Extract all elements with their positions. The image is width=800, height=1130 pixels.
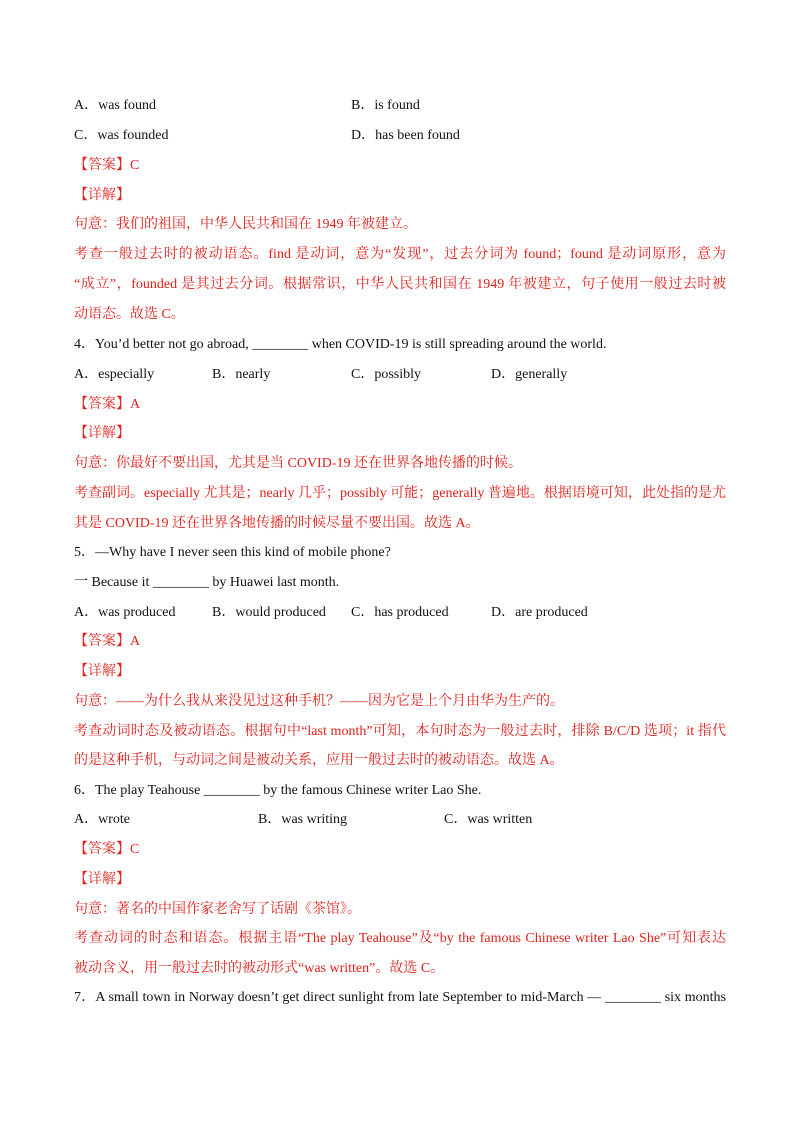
q4-option-a: A．especially — [74, 367, 155, 382]
q5-option-b: B．would produced — [212, 605, 326, 620]
q5-answer: 【答案】A — [74, 634, 141, 649]
q4-detail-label: 【详解】 — [74, 426, 130, 441]
q6-explain-line-1: 考查动词的时态和语态。根据主语“The play Teahouse”及“by the famous Chinese writer Lao She”可知表达 — [74, 931, 726, 946]
q6-meaning: 句意：著名的中国作家老舍写了话剧《茶馆》。 — [74, 902, 361, 917]
q5-option-a: A．was produced — [74, 605, 176, 620]
q3-detail-label: 【详解】 — [74, 188, 130, 203]
q4-explain-line-2: 其是 COVID-19 还在世界各地传播的时候尽量不要出国。故选 A。 — [74, 516, 480, 531]
q3-option-b: B．is found — [351, 98, 420, 113]
q5-stem: 5．—Why have I never seen this kind of mobile phone? — [74, 545, 391, 560]
q3-meaning: 句意：我们的祖国，中华人民共和国在 1949 年被建立。 — [74, 217, 417, 232]
q6-explain-line-2: 被动含义，用一般过去时的被动形式“was written”。故选 C。 — [74, 961, 445, 976]
q4-stem: 4．You’d better not go abroad, ________ when COVID-19 is still spreading around the world. — [74, 337, 607, 352]
q3-explain-line-1: 考查一般过去时的被动语态。find 是动词，意为“发现”，过去分词为 found；found 是动词原形，意为 — [74, 247, 726, 262]
q6-option-a: A．wrote — [74, 812, 130, 827]
q3-option-a: A．was found — [74, 98, 157, 113]
q3-answer: 【答案】C — [74, 158, 140, 173]
q4-option-b: B．nearly — [212, 367, 271, 382]
q6-answer: 【答案】C — [74, 842, 140, 857]
q6-stem: 6．The play Teahouse ________ by the famous Chinese writer Lao She. — [74, 783, 482, 798]
q6-option-b: B．was writing — [258, 812, 348, 827]
q6-detail-label: 【详解】 — [74, 872, 130, 887]
q5-stem-reply: 一 Because it ________ by Huawei last month. — [74, 575, 340, 590]
q3-option-c: C．was founded — [74, 128, 169, 143]
q4-explain-line-1: 考查副词。especially 尤其是；nearly 几乎；possibly 可能；generally 普遍地。根据语境可知，此处指的是尤 — [74, 486, 726, 501]
q5-explain-line-1: 考查动词时态及被动语态。根据句中“last month”可知，本句时态为一般过去时，排除 B/C/D 选项；it 指代 — [74, 724, 726, 739]
q7-stem: 7．A small town in Norway doesn’t get direct sunlight from late September to mid-March — ________ six months — [74, 990, 726, 1005]
q5-detail-label: 【详解】 — [74, 664, 130, 679]
q3-option-d: D．has been found — [351, 128, 460, 143]
q3-explain-line-3: 动语态。故选 C。 — [74, 307, 185, 322]
q6-option-c: C．was written — [444, 812, 533, 827]
q5-meaning: 句意：——为什么我从来没见过这种手机？——因为它是上个月由华为生产的。 — [74, 694, 564, 709]
q5-explain-line-2: 的是这种手机，与动词之间是被动关系，应用一般过去时的被动语态。故选 A。 — [74, 753, 564, 768]
q4-meaning: 句意：你最好不要出国，尤其是当 COVID-19 还在世界各地传播的时候。 — [74, 456, 522, 471]
q4-answer: 【答案】A — [74, 397, 141, 412]
q4-option-c: C．possibly — [351, 367, 422, 382]
q3-explain-line-2: “成立”，founded 是其过去分词。根据常识，中华人民共和国在 1949 年被建立，句子使用一般过去时被 — [74, 277, 726, 292]
q5-option-d: D．are produced — [491, 605, 588, 620]
q4-option-d: D．generally — [491, 367, 568, 382]
q5-option-c: C．has produced — [351, 605, 449, 620]
